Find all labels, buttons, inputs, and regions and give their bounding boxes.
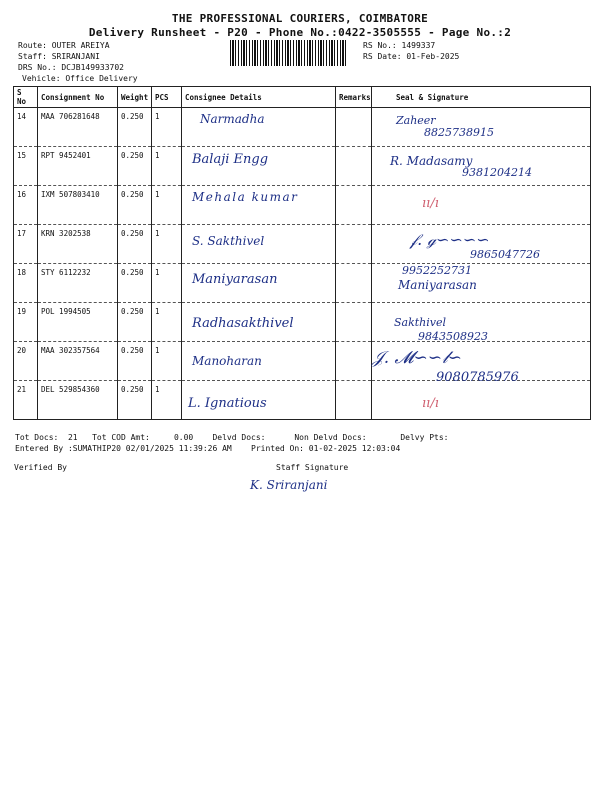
col-header-remarks: Remarks [336,87,372,108]
table-row [14,186,591,225]
verified-by-label: Verified By [14,463,67,472]
handwritten-consignee: Balaji Engg [192,152,269,167]
handwritten-consignee: Radhasakthivel [192,316,294,331]
cell-sno: 21 [14,381,38,420]
handwritten-consignee: Maniyarasan [192,272,278,287]
cell-sno: 14 [14,108,38,147]
cell-consignment: DEL 529854360 [38,381,118,420]
handwritten-consignee: Narmadha [200,112,265,126]
cell-weight: 0.250 [118,342,152,381]
handwritten-signature: 9381204214 [462,166,532,179]
totals-line: Tot Docs: 21 Tot COD Amt: 0.00 Delvd Docs: Non Delvd Docs: Delvy Pts: [15,433,449,442]
meta-right [363,40,459,62]
handwritten-consignee: Manoharan [192,354,262,368]
cell-weight: 0.250 [118,186,152,225]
col-header-sno: S No [14,87,38,108]
cell-pcs: 1 [152,303,182,342]
vehicle-text: Vehicle: Office Delivery [22,74,138,83]
col-header-consignee: Consignee Details [182,87,336,108]
handwritten-signature: 9080785976 [436,370,519,385]
handwritten-signature: 9843508923 [418,330,488,343]
cell-sno: 16 [14,186,38,225]
handwritten-signature: R. Madasamy [390,154,473,168]
staff-text: Staff: SRIRANJANI [18,52,100,61]
table-row [14,108,591,147]
table-header-row [14,87,591,108]
table-row [14,303,591,342]
table-row [14,264,591,303]
cell-remarks [336,225,372,264]
cell-remarks [336,342,372,381]
handwritten-signature: Zaheer [396,114,436,127]
cell-pcs: 1 [152,225,182,264]
scribble-signature: 𝒥. 𝓜∽∽𝓁∽ [372,348,462,368]
rs-date-text: RS Date: 01-Feb-2025 [363,52,460,61]
company-title: THE PROFESSIONAL COURIERS, COIMBATORE [171,12,429,25]
handwritten-signature: Sakthivel [394,316,447,329]
cell-remarks [336,303,372,342]
handwritten-signature: 9952252731 [402,264,472,277]
col-header-pcs: PCS [152,87,182,108]
cell-sno: 19 [14,303,38,342]
cell-pcs: 1 [152,186,182,225]
cell-weight: 0.250 [118,225,152,264]
cell-consignment: KRN 3202538 [38,225,118,264]
handwritten-signature: Maniyarasan [398,278,477,292]
route-text: Route: OUTER AREIYA [18,41,110,50]
red-mark: ıı/ı [422,196,439,211]
meta-left [18,40,138,84]
cell-weight: 0.250 [118,381,152,420]
drs-text: DRS No.: DCJB149933702 [18,63,124,72]
cell-sno: 15 [14,147,38,186]
handwritten-signature: 8825738915 [424,126,494,139]
cell-pcs: 1 [152,342,182,381]
red-mark: ıı/ı [422,396,439,411]
cell-consignment: MAA 706281648 [38,108,118,147]
barcode [230,40,348,66]
cell-seal [372,186,591,225]
staff-signature-handwritten: K. Sriranjani [250,478,328,492]
staff-signature-label: Staff Signature [276,463,349,472]
cell-remarks [336,186,372,225]
handwritten-consignee: L. Ignatious [188,396,267,411]
cell-pcs: 1 [152,264,182,303]
col-header-seal: Seal & Signature [372,87,591,108]
cell-weight: 0.250 [118,303,152,342]
cell-remarks [336,147,372,186]
cell-pcs: 1 [152,147,182,186]
cell-consignment: STY 6112232 [38,264,118,303]
cell-sno: 17 [14,225,38,264]
handwritten-consignee: Mehala kumar [192,190,299,204]
cell-consignment: POL 1994505 [38,303,118,342]
entered-by-line: Entered By :SUMATHIP20 02/01/2025 11:39:26 AM Printed On: 01-02-2025 12:03:04 [15,444,401,453]
cell-remarks [336,264,372,303]
cell-weight: 0.250 [118,147,152,186]
col-header-weight: Weight [118,87,152,108]
table-row [14,381,591,420]
cell-consignment: IXM 507803410 [38,186,118,225]
cell-weight: 0.250 [118,264,152,303]
scribble-signature: 𝒻. ℊ∽∽∽∽ [410,230,490,249]
cell-pcs: 1 [152,108,182,147]
cell-seal [372,381,591,420]
handwritten-consignee: S. Sakthivel [192,234,265,248]
rs-no-text: RS No.: 1499337 [363,41,436,50]
cell-weight: 0.250 [118,108,152,147]
cell-remarks [336,381,372,420]
cell-consignment: MAA 302357564 [38,342,118,381]
cell-sno: 20 [14,342,38,381]
cell-pcs: 1 [152,381,182,420]
cell-sno: 18 [14,264,38,303]
col-header-consignment: Consignment No [38,87,118,108]
cell-remarks [336,108,372,147]
runsheet-subtitle: Delivery Runsheet - P20 - Phone No.:0422-3505555 - Page No.:2 [88,26,512,39]
cell-consignment: RPT 9452401 [38,147,118,186]
handwritten-signature: 9865047726 [470,248,540,261]
